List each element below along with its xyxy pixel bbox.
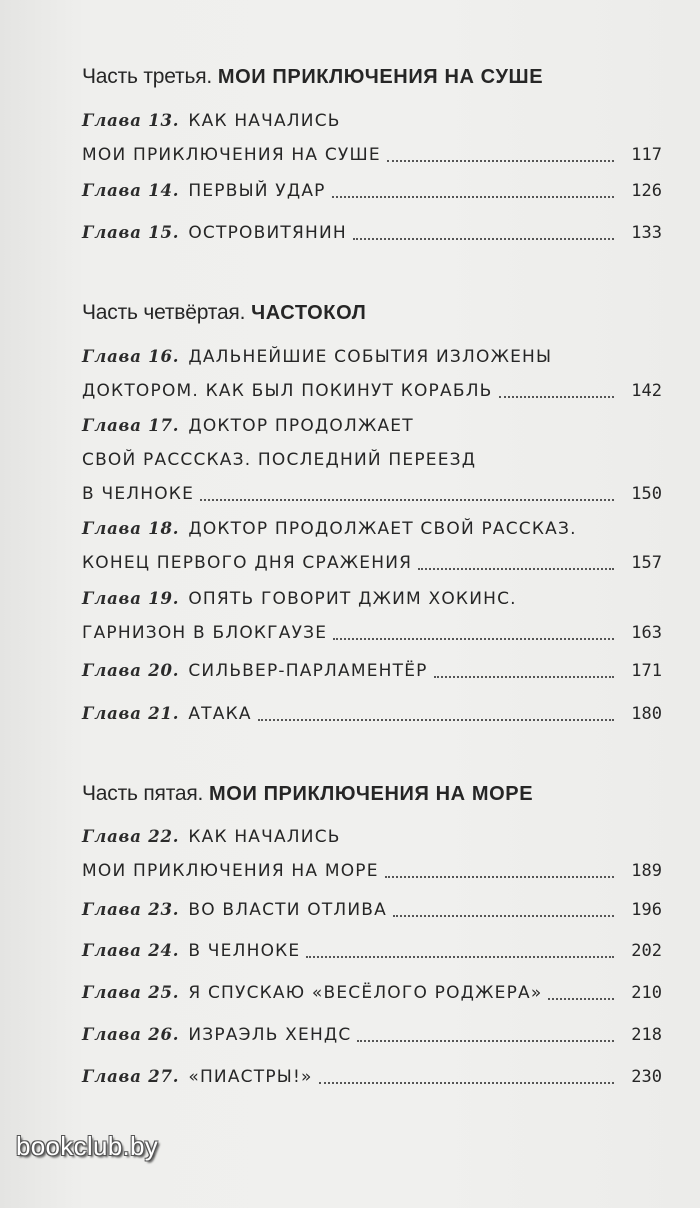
chapter-title-line: ДОКТОРОМ. КАК БЫЛ ПОКИНУТ КОРАБЛЬ <box>82 381 493 401</box>
toc-entry[interactable] <box>82 340 662 408</box>
chapter-label: Глава 24. <box>82 941 180 960</box>
chapter-label: Глава 20. <box>82 661 180 680</box>
chapter-title-line: МОИ ПРИКЛЮЧЕНИЯ НА СУШЕ <box>82 145 381 165</box>
toc-entry[interactable] <box>82 976 662 1010</box>
toc-entry[interactable] <box>82 104 662 172</box>
part-title: МОИ ПРИКЛЮЧЕНИЯ НА МОРЕ <box>209 783 534 805</box>
dot-leader <box>434 676 614 678</box>
page-number: 126 <box>631 181 662 201</box>
page-number: 196 <box>631 900 662 920</box>
dot-leader <box>499 396 614 398</box>
chapter-label: Глава 19. <box>82 589 180 608</box>
chapter-label: Глава 26. <box>82 1025 180 1044</box>
toc-entry[interactable] <box>82 582 662 650</box>
toc-entry[interactable] <box>82 1060 662 1094</box>
part-label: Часть третья. <box>82 65 213 88</box>
chapter-label: Глава 25. <box>82 983 180 1002</box>
page-number: 189 <box>631 861 662 881</box>
dot-leader <box>258 719 614 721</box>
chapter-label: Глава 14. <box>82 181 180 200</box>
dot-leader <box>353 238 614 240</box>
toc-entry[interactable] <box>82 174 662 208</box>
page-number: 163 <box>631 623 662 643</box>
page-number: 133 <box>631 223 662 243</box>
chapter-title-line: ПЕРВЫЙ УДАР <box>188 181 326 201</box>
toc-entry[interactable] <box>82 409 662 511</box>
chapter-label: Глава 23. <box>82 900 180 919</box>
dot-leader <box>306 956 614 958</box>
chapter-title-line: ОСТРОВИТЯНИН <box>188 223 347 243</box>
part-label: Часть пятая. <box>82 782 204 805</box>
chapter-title-line: СВОЙ РАСССКАЗ. ПОСЛЕДНИЙ ПЕРЕЕЗД <box>82 450 477 470</box>
dot-leader <box>387 160 614 162</box>
page-number: 230 <box>631 1067 662 1087</box>
page-number: 157 <box>631 553 662 573</box>
chapter-label: Глава 16. <box>82 347 180 366</box>
dot-leader <box>333 638 614 640</box>
chapter-title-line: Я СПУСКАЮ «ВЕСЁЛОГО РОДЖЕРА» <box>188 983 543 1003</box>
toc-entry[interactable] <box>82 820 662 888</box>
page-number: 150 <box>631 484 662 504</box>
page-number: 180 <box>631 704 662 724</box>
part-heading <box>82 781 642 807</box>
chapter-label: Глава 18. <box>82 519 180 538</box>
chapter-title-line: ДАЛЬНЕЙШИЕ СОБЫТИЯ ИЗЛОЖЕНЫ <box>188 347 553 367</box>
chapter-title-line: СИЛЬВЕР-ПАРЛАМЕНТЁР <box>188 661 428 681</box>
page-number: 142 <box>631 381 662 401</box>
chapter-title-line: ОПЯТЬ ГОВОРИТ ДЖИМ ХОКИНС. <box>188 589 517 609</box>
chapter-title-line: В ЧЕЛНОКЕ <box>188 941 301 961</box>
part-title: МОИ ПРИКЛЮЧЕНИЯ НА СУШЕ <box>217 66 544 88</box>
chapter-title-line: ВО ВЛАСТИ ОТЛИВА <box>188 900 387 920</box>
page-number: 171 <box>631 661 662 681</box>
toc-entry[interactable] <box>82 697 662 731</box>
dot-leader <box>548 998 614 1000</box>
toc-entry[interactable] <box>82 512 662 580</box>
chapter-label: Глава 13. <box>82 111 180 130</box>
dot-leader <box>357 1040 614 1042</box>
chapter-label: Глава 17. <box>82 416 180 435</box>
chapter-title-line: КАК НАЧАЛИСЬ <box>188 111 341 131</box>
chapter-title-line: ДОКТОР ПРОДОЛЖАЕТ <box>188 416 414 436</box>
toc-entry[interactable] <box>82 934 662 968</box>
chapter-title-line: «ПИАСТРЫ!» <box>188 1067 313 1087</box>
page-number: 117 <box>631 145 662 165</box>
page-number: 218 <box>631 1025 662 1045</box>
part-label: Часть четвёртая. <box>82 301 246 324</box>
chapter-label: Глава 27. <box>82 1067 180 1086</box>
chapter-title-line: ДОКТОР ПРОДОЛЖАЕТ СВОЙ РАССКАЗ. <box>188 519 577 539</box>
toc-entry[interactable] <box>82 1018 662 1052</box>
page-number: 202 <box>631 941 662 961</box>
chapter-title-line: МОИ ПРИКЛЮЧЕНИЯ НА МОРЕ <box>82 861 379 881</box>
toc-entry[interactable] <box>82 893 662 927</box>
watermark: bookclub.by <box>16 1131 159 1161</box>
part-heading <box>82 300 642 326</box>
chapter-title-line: В ЧЕЛНОКЕ <box>82 484 195 504</box>
dot-leader <box>418 568 614 570</box>
dot-leader <box>393 915 614 917</box>
dot-leader <box>385 876 614 878</box>
chapter-title-line: АТАКА <box>188 704 252 724</box>
dot-leader <box>319 1082 614 1084</box>
chapter-title-line: ИЗРАЭЛЬ ХЕНДС <box>188 1025 352 1045</box>
dot-leader <box>332 196 614 198</box>
chapter-label: Глава 15. <box>82 223 180 242</box>
page-number: 210 <box>631 983 662 1003</box>
chapter-label: Глава 22. <box>82 827 180 846</box>
dot-leader <box>200 499 614 501</box>
chapter-title-line: КАК НАЧАЛИСЬ <box>188 827 341 847</box>
toc-entry[interactable] <box>82 654 662 688</box>
chapter-title-line: ГАРНИЗОН В БЛОКГАУЗЕ <box>82 623 328 643</box>
part-title: ЧАСТОКОЛ <box>251 302 367 324</box>
chapter-label: Глава 21. <box>82 704 180 723</box>
toc-entry[interactable] <box>82 216 662 250</box>
part-heading <box>82 64 642 90</box>
chapter-title-line: КОНЕЦ ПЕРВОГО ДНЯ СРАЖЕНИЯ <box>82 553 413 573</box>
